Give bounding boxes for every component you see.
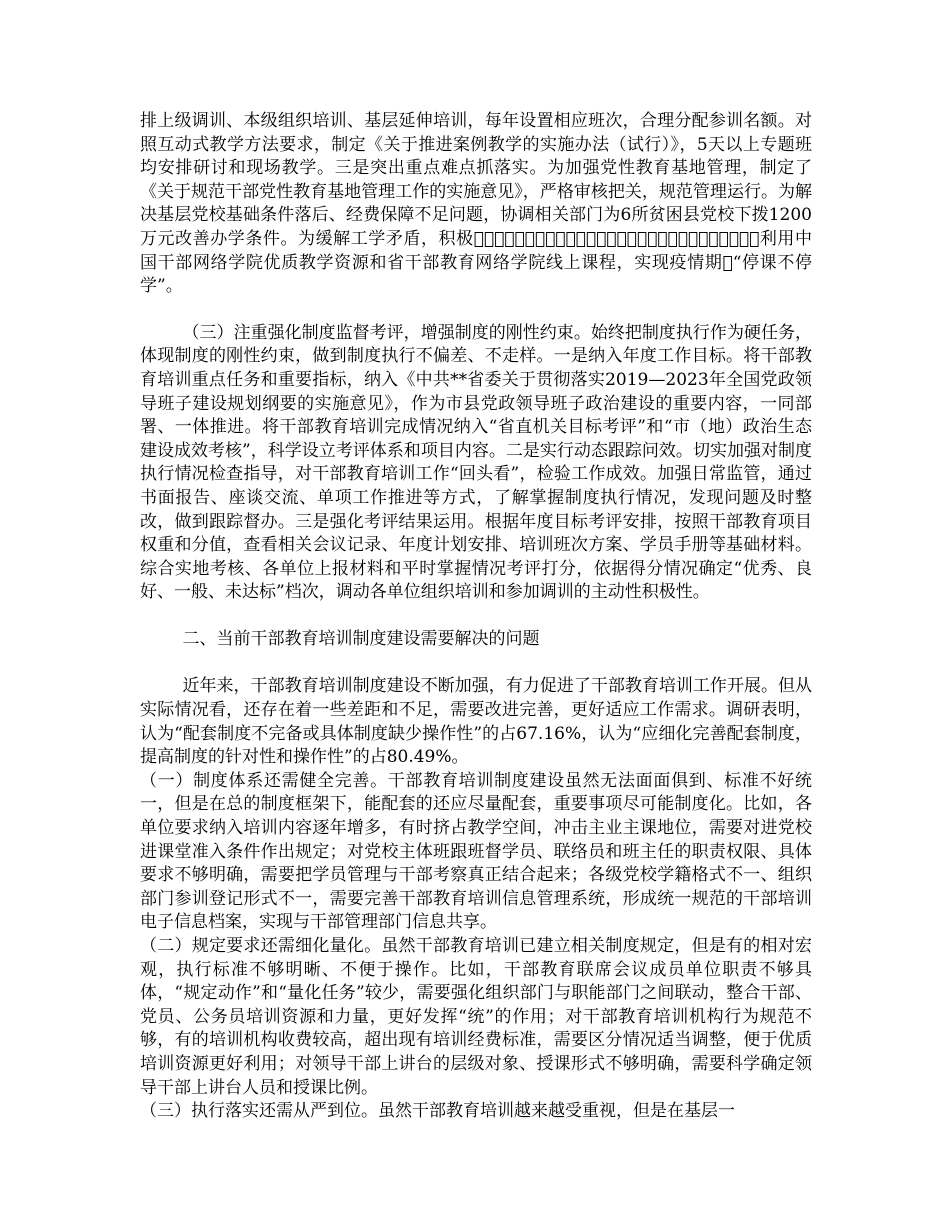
paragraph-continued: 排上级调训、本级组织培训、基层延伸培训，每年设置相应班次，合理分配参训名额。对照互动式教学方法要求，制定《关于推进案例教学的实施办法（试行）》，5天以上专题班均安排研讨和现场教学。三是突出重点难点抓落实。为加强党性教育基地管理，制定了《关于规范干部党性教育基地管理工作的实施意见》，严格审核把关，规范管理运行。为解决基层党校基础条件落后、经费保障不足问题，协调相关部门为6所贫困县党校下拨1200万元改善办学条件。为缓解工学矛盾，积极􀀀􀀀􀀀􀀀􀀀􀀀􀀀􀀀􀀀􀀀􀀀􀀀􀀀􀀀􀀀􀀀􀀀􀀀􀀀􀀀􀀀􀀀􀀀􀀀􀀀􀀀􀀀􀀀利用中国干部网络学院优质教学资源和省干部教育网络学院线上课程，实现疫情期􀀀“停课不停学”。 [140,111,812,297]
paragraph-supervision: （三）注重强化制度监督考评，增强制度的刚性约束。始终把制度执行作为硬任务，体现制度的刚性约束，做到制度执行不偏差、不走样。一是纳入年度工作目标。将干部教育培训重点任务和重要指标，纳入《中共**省委关于贯彻落实2019—2023年全国党政领导班子建设规划纲要的实施意见》，作为市县党政领导班子政治建设的重要内容，一同部署、一体推进。将干部教育培训完成情况纳入“省直机关目标考评”和“市（地）政治生态建设成效考核”，科学设立考评体系和项目内容。二是实行动态跟踪问效。切实加强对制度执行情况检查指导，对干部教育培训工作“回头看”，检验工作成效。加强日常监管，通过书面报告、座谈交流、单项工作推进等方式，了解掌握制度执行情况，发现问题及时整改，做到跟踪督办。三是强化考评结果运用。根据年度目标考评安排，按照干部教育项目权重和分值，查看相关会议记录、年度计划安排、培训班次方案、学员手册等基础材料。综合实地考核、各单位上报材料和平时掌握情况考评打分，依据得分情况确定“优秀、良好、一般、未达标”档次，调动各单位组织培训和参加调训的主动性积极性。 [140,322,812,603]
paragraph-problem-3: （三）执行落实还需从严到位。虽然干部教育培训越来越受重视，但是在基层一 [140,1101,735,1122]
paragraph-problem-2: （二）规定要求还需细化量化。虽然干部教育培训已建立相关制度规定，但是有的相对宏观，执行标准不够明晰、不便于操作。比如，干部教育联席会议成员单位职责不够具体，“规定动作”和“量化任务”较少，需要强化组织部门与职能部门之间联动，整合干部、党员、公务员培训资源和力量，更好发挥“统”的作用；对干部教育培训机构行为规范不够，有的培训机构收费较高，超出现有培训经费标准，需要区分情况适当调整，便于优质培训资源更好利用；对领导干部上讲台的层级对象、授课形式不够明确，需要科学确定领导干部上讲台人员和授课比例。 [140,936,812,1098]
paragraph-intro-problems: 近年来，干部教育培训制度建设不断加强，有力促进了干部教育培训工作开展。但从实际情况看，还存在着一些差距和不足，需要改进完善，更好适应工作需求。调研表明，认为“配套制度不完备或具体制度缺少操作性”的占67.16%，认为“应细化完善配套制度，提高制度的针对性和操作性”的占80.49%。 [140,676,812,768]
paragraph-problem-1: （一）制度体系还需健全完善。干部教育培训制度建设虽然无法面面俱到、标准不好统一，但是在总的制度框架下，能配套的还应尽量配套，重要事项尽可能制度化。比如，各单位要求纳入培训内容逐年增多，有时挤占教学空间，冲击主业主课地位，需要对进党校进课堂准入条件作出规定；对党校主体班跟班督学员、联络员和班主任的职责权限、具体要求不够明确，需要把学员管理与干部考察真正结合起来；各级党校学籍格式不一、组织部门参训登记形式不一，需要完善干部教育培训信息管理系统，形成统一规范的干部培训电子信息档案，实现与干部管理部门信息共享。 [140,770,812,933]
document-page [140,110,812,1124]
section-heading: 二、当前干部教育培训制度建设需要解决的问题 [182,628,540,649]
